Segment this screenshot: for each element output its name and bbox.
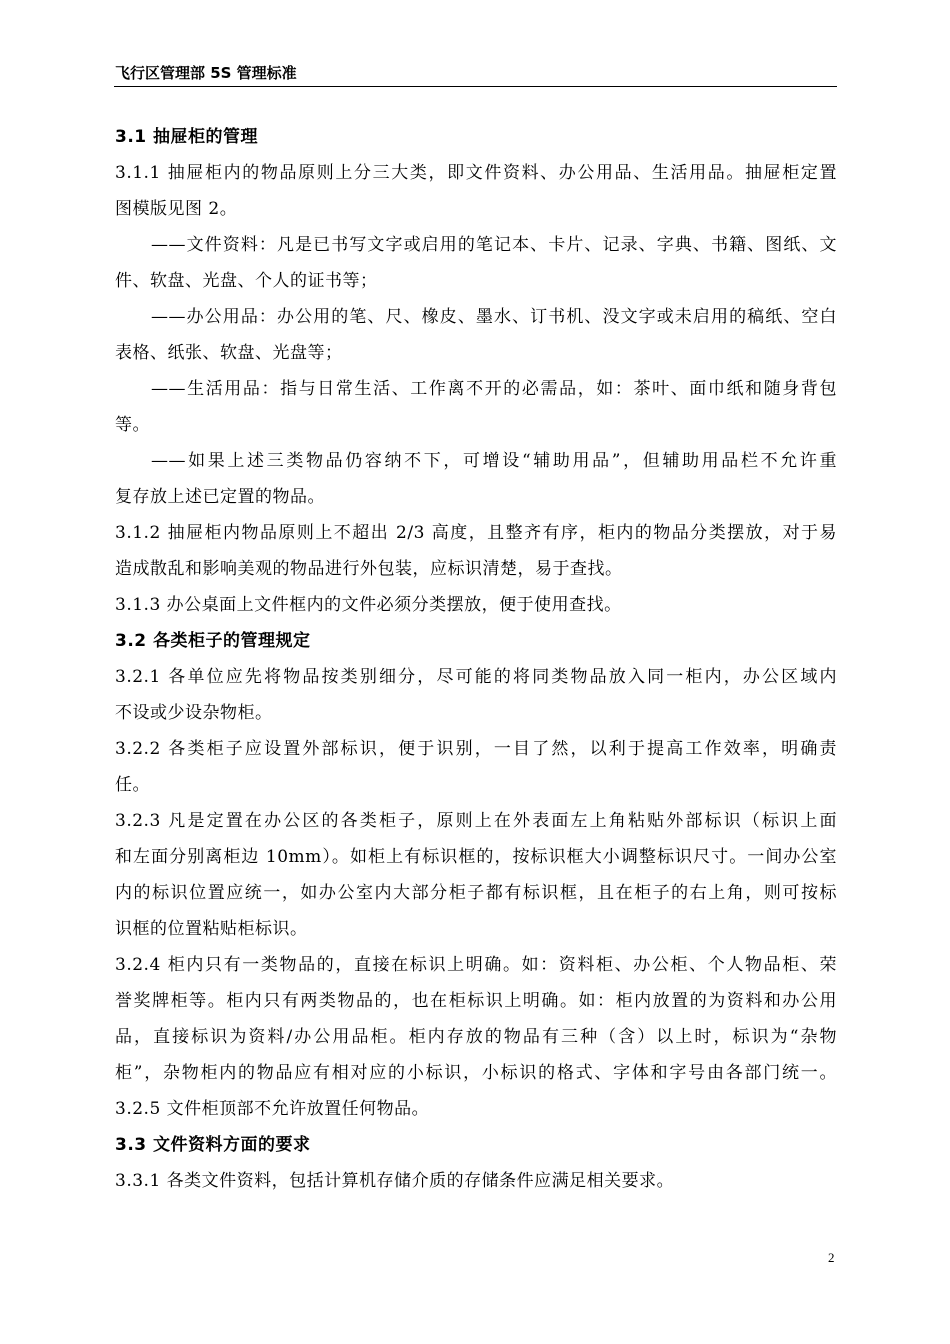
section-heading-3-3: 3.3 文件资料方面的要求 [115,1135,311,1155]
paragraph-3-1-1-line: 图模版见图 2。 [115,199,238,219]
list-item-office-supplies-line: 表格、纸张、软盘、光盘等； [115,343,343,363]
paragraph-3-3-1-line: 3.3.1 各类文件资料，包括计算机存储介质的存储条件应满足相关要求。 [115,1171,675,1191]
paragraph-3-2-3-line: 3.2.3 凡是定置在办公区的各类柜子，原则上在外表面左上角粘贴外部标识（标识上面 [115,811,837,831]
list-item-auxiliary-line: ——如果上述三类物品仍容纳不下，可增设“辅助用品”，但辅助用品栏不允许重 [151,451,837,471]
list-item-office-supplies-line: ——办公用品：办公用的笔、尺、橡皮、墨水、订书机、没文字或未启用的稿纸、空白 [151,307,837,327]
paragraph-3-1-1-line: 3.1.1 抽屉柜内的物品原则上分三大类，即文件资料、办公用品、生活用品。抽屉柜定置 [115,163,837,183]
paragraph-3-2-4-line: 品，直接标识为资料/办公用品柜。柜内存放的物品有三种（含）以上时，标识为“杂物 [115,1027,837,1047]
list-item-daily-goods-line: ——生活用品：指与日常生活、工作离不开的必需品，如：茶叶、面巾纸和随身背包 [151,379,837,399]
page-number: 2 [828,1250,835,1265]
paragraph-3-1-2-line: 3.1.2 抽屉柜内物品原则上不超出 2/3 高度，且整齐有序，柜内的物品分类摆放，对于易 [115,523,837,543]
list-item-documents-line: ——文件资料：凡是已书写文字或启用的笔记本、卡片、记录、字典、书籍、图纸、文 [151,235,837,255]
section-heading-3-1: 3.1 抽屉柜的管理 [115,127,259,147]
list-item-documents-line: 件、软盘、光盘、个人的证书等； [115,271,378,291]
paragraph-3-1-2-line: 造成散乱和影响美观的物品进行外包装，应标识清楚，易于查找。 [115,559,623,579]
section-heading-3-2: 3.2 各类柜子的管理规定 [115,631,311,651]
paragraph-3-1-3-line: 3.1.3 办公桌面上文件框内的文件必须分类摆放，便于使用查找。 [115,595,622,615]
paragraph-3-2-3-line: 识框的位置粘贴柜标识。 [115,919,308,939]
paragraph-3-2-5-line: 3.2.5 文件柜顶部不允许放置任何物品。 [115,1099,430,1119]
list-item-auxiliary-line: 复存放上述已定置的物品。 [115,487,325,507]
paragraph-3-2-4-line: 誉奖牌柜等。柜内只有两类物品的，也在柜标识上明确。如：柜内放置的为资料和办公用 [115,991,837,1011]
document-body [115,119,837,1199]
header-divider [114,86,837,87]
paragraph-3-2-3-line: 和左面分别离柜边 10mm）。如柜上有标识框的，按标识框大小调整标识尺寸。一间办公室 [115,847,837,867]
paragraph-3-2-4-line: 柜”，杂物柜内的物品应有相对应的小标识，小标识的格式、字体和字号由各部门统一。 [115,1063,837,1083]
paragraph-3-2-3-line: 内的标识位置应统一，如办公室内大部分柜子都有标识框，且在柜子的右上角，则可按标 [115,883,837,903]
paragraph-3-2-4-line: 3.2.4 柜内只有一类物品的，直接在标识上明确。如：资料柜、办公柜、个人物品柜、荣 [115,955,837,975]
paragraph-3-2-1-line: 不设或少设杂物柜。 [115,703,273,723]
list-item-daily-goods-line: 等。 [115,415,150,435]
document-header-title: 飞行区管理部 5S 管理标准 [115,64,297,82]
paragraph-3-2-2-line: 任。 [115,775,150,795]
paragraph-3-2-1-line: 3.2.1 各单位应先将物品按类别细分，尽可能的将同类物品放入同一柜内，办公区域内 [115,667,837,687]
paragraph-3-2-2-line: 3.2.2 各类柜子应设置外部标识，便于识别，一目了然，以利于提高工作效率，明确责 [115,739,837,759]
